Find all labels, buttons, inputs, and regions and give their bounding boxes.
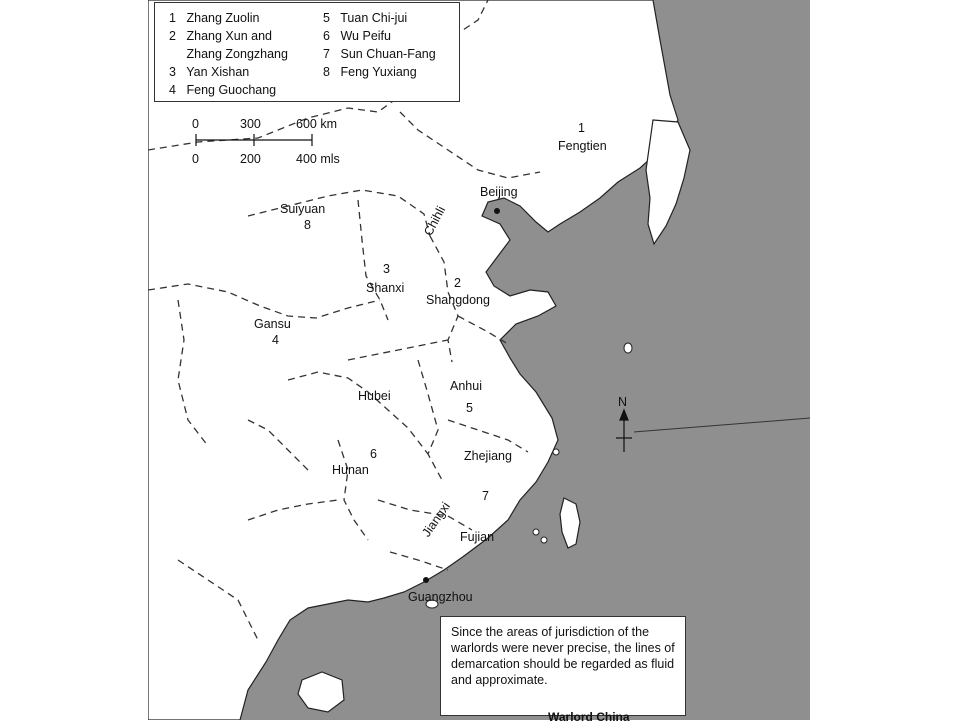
legend-item — [169, 66, 249, 79]
legend-item-name: Feng Yuxiang — [340, 65, 417, 79]
island — [624, 343, 632, 353]
scale-mi-label: 400 mls — [296, 152, 340, 166]
legend-item-name: Zhang Zuolin — [186, 11, 260, 25]
legend-item-name: Wu Peifu — [340, 29, 391, 43]
scale-mi-label: 200 — [240, 152, 261, 166]
beijing-dot — [494, 208, 500, 214]
city-label-guangzhou: Guangzhou — [408, 590, 473, 604]
legend-item-name: Sun Chuan-Fang — [340, 47, 436, 61]
legend-item-number: 1 — [169, 11, 176, 25]
region-label-fujian: Fujian — [460, 530, 495, 544]
korea-peninsula — [646, 120, 690, 244]
legend-item-number: 5 — [323, 11, 330, 25]
legend-item — [323, 30, 391, 43]
pointer-line — [634, 418, 810, 432]
guangzhou-dot — [423, 577, 429, 583]
legend-item-name: Yan Xishan — [186, 65, 250, 79]
region-label-hunan: Hunan — [332, 463, 369, 477]
legend-item-name: Zhang Xun and — [186, 29, 272, 43]
north-arrow-icon — [616, 410, 632, 452]
island — [553, 449, 559, 455]
legend-item-name: Zhang Zongzhang — [186, 47, 288, 61]
scale-km-label: 600 km — [296, 117, 337, 131]
region-label-shangdong: Shangdong — [426, 293, 490, 307]
region-number: 6 — [370, 447, 377, 461]
region-label-anhui: Anhui — [450, 379, 482, 393]
island — [541, 537, 547, 543]
map-drawing — [148, 0, 810, 720]
region-number: 2 — [454, 276, 461, 290]
region-number: 3 — [383, 262, 390, 276]
region-number: 1 — [578, 121, 585, 135]
legend-item-number: 6 — [323, 29, 330, 43]
legend-item-number: 7 — [323, 47, 330, 61]
map-caption: Warlord China — [548, 710, 630, 724]
legend-item — [169, 84, 276, 97]
land-mass — [148, 0, 678, 720]
legend-item — [169, 12, 259, 25]
region-label-shanxi: Shanxi — [366, 281, 405, 295]
region-number: 7 — [482, 489, 489, 503]
region-label-zhejiang: Zhejiang — [464, 449, 512, 463]
legend-item — [323, 48, 436, 61]
note-text: Since the areas of jurisdiction of the warlords were never precise, the lines of demarcation should be regarded as fluid and approximate. — [451, 625, 675, 687]
region-number: 5 — [466, 401, 473, 415]
note-box — [440, 616, 686, 716]
legend-item-number: 3 — [169, 65, 176, 79]
warlord-china-map — [148, 0, 810, 720]
city-label-beijing: Beijing — [480, 185, 518, 199]
legend-item-name: Tuan Chi-jui — [340, 11, 408, 25]
hainan-island — [298, 672, 344, 712]
legend-item — [169, 48, 288, 61]
region-label-suiyuan: Suiyuan — [280, 202, 326, 216]
legend-item-number: 2 — [169, 29, 176, 43]
region-label-hubei: Hubei — [358, 389, 391, 403]
legend-item — [323, 66, 417, 79]
legend-item-number: 8 — [323, 65, 330, 79]
scale-mi-label: 0 — [192, 152, 199, 166]
scale-km-label: 300 — [240, 117, 261, 131]
region-label-gansu: Gansu — [254, 317, 291, 331]
legend — [154, 2, 460, 102]
region-number: 8 — [304, 218, 311, 232]
scale-km-label: 0 — [192, 117, 199, 131]
taiwan-island — [560, 498, 580, 548]
island — [533, 529, 539, 535]
legend-item-number: 4 — [169, 83, 176, 97]
region-label-jiangxi: Jiangxi — [419, 499, 453, 540]
legend-item — [323, 12, 407, 25]
legend-item-name: Feng Guochang — [186, 83, 277, 97]
region-label-fengtien: Fengtien — [558, 139, 607, 153]
north-label: N — [618, 395, 628, 409]
legend-item — [169, 30, 272, 43]
region-number: 4 — [272, 333, 279, 347]
region-label-chihli: Chihli — [421, 203, 449, 239]
